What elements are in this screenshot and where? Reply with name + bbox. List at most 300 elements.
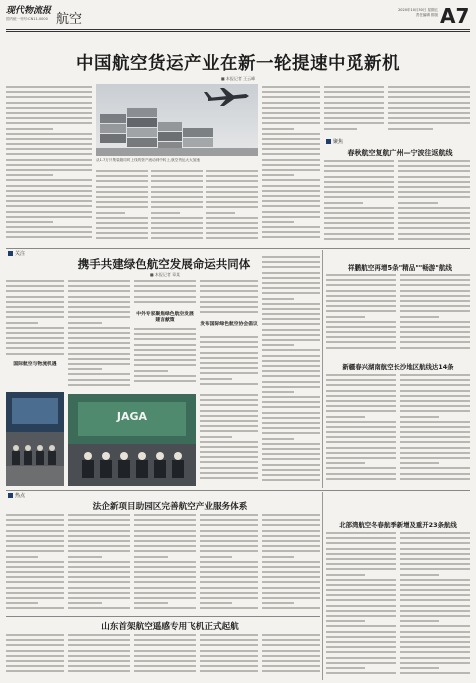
text-line (68, 322, 102, 324)
text-line (6, 535, 64, 537)
text-line (262, 458, 320, 460)
text-line (400, 558, 470, 560)
text-line (326, 447, 396, 449)
text-line (326, 563, 396, 565)
text-line (400, 672, 470, 674)
text-line (134, 364, 196, 366)
text-line (262, 236, 320, 238)
text-line (262, 169, 320, 171)
text-line (200, 540, 258, 542)
text-line (134, 301, 196, 303)
text-line (206, 222, 258, 224)
text-line (68, 597, 130, 599)
issue-date (398, 8, 438, 18)
text-line (262, 323, 320, 325)
text-line (324, 207, 394, 209)
text-line (324, 217, 394, 219)
text-line (68, 332, 130, 334)
text-line (326, 568, 396, 570)
text-line (262, 535, 320, 537)
text-line (200, 404, 258, 406)
text-line (6, 592, 64, 594)
text-line (6, 86, 92, 88)
text-line (200, 587, 258, 589)
text-line (388, 117, 470, 119)
text-line (262, 174, 294, 176)
text-line (134, 285, 196, 287)
text-line (326, 395, 396, 397)
text-line (200, 372, 258, 374)
hunan-col1 (326, 374, 396, 486)
text-line (400, 336, 470, 338)
date-text: 2020年10月30日 星期五 (398, 8, 438, 12)
text-line (68, 660, 130, 662)
text-line (262, 143, 320, 145)
text-line (262, 112, 320, 114)
text-line (262, 179, 320, 181)
text-line (262, 365, 320, 367)
green-col4-tail (200, 394, 258, 486)
text-line (134, 540, 196, 542)
text-line (6, 316, 64, 318)
text-line (388, 122, 470, 124)
text-line (326, 651, 396, 653)
text-line (68, 347, 130, 349)
text-line (262, 287, 320, 289)
text-line (398, 227, 470, 229)
text-line (324, 181, 394, 183)
text-line (206, 237, 258, 239)
text-line (151, 206, 203, 208)
text-line (134, 545, 196, 547)
text-line (262, 597, 320, 599)
text-line (6, 195, 92, 197)
section-divider-2 (6, 490, 470, 491)
text-line (400, 462, 439, 464)
text-line (134, 561, 196, 563)
text-line (151, 232, 203, 234)
text-line (6, 296, 64, 298)
text-line (326, 436, 396, 438)
text-line (398, 165, 470, 167)
text-line (326, 416, 365, 418)
text-line (326, 662, 396, 664)
text-line (134, 587, 196, 589)
tag-redian-label: 热点 (15, 493, 26, 499)
text-line (134, 597, 196, 599)
text-line (262, 221, 294, 223)
story-spring-airlines-headline: 春秋航空复航广州—宁波往返航线 (347, 149, 453, 157)
text-line (388, 91, 470, 93)
text-line (6, 571, 64, 573)
text-line (68, 316, 130, 318)
text-line (326, 321, 396, 323)
text-line (262, 318, 320, 320)
text-line (324, 227, 394, 229)
text-line (96, 196, 148, 198)
text-line (324, 233, 394, 235)
text-line (6, 112, 92, 114)
text-line (200, 441, 258, 443)
shandong-col4 (200, 634, 258, 680)
text-line (6, 153, 92, 155)
text-line (200, 362, 258, 364)
paper-name: 现代物流报 (6, 6, 52, 16)
main-story-col7 (388, 86, 470, 136)
masthead-rule (6, 29, 470, 30)
text-line (206, 232, 258, 234)
text-line (326, 641, 396, 643)
text-line (262, 266, 320, 268)
text-line (262, 391, 294, 393)
text-line (6, 650, 64, 652)
text-line (262, 514, 320, 516)
text-line (6, 143, 92, 145)
french-col5 (262, 514, 320, 614)
text-line (262, 412, 320, 414)
text-line (262, 282, 320, 284)
text-line (68, 644, 130, 646)
text-line (262, 200, 320, 202)
text-line (68, 379, 130, 381)
text-line (262, 370, 320, 372)
text-line (400, 431, 470, 433)
text-line (68, 602, 102, 604)
text-line (400, 651, 470, 653)
text-line (262, 422, 320, 424)
text-line (400, 305, 470, 307)
text-line (400, 300, 470, 302)
text-line (400, 279, 470, 281)
text-line (6, 561, 64, 563)
hunan-col2 (400, 374, 470, 486)
text-line (200, 456, 258, 458)
text-line (6, 327, 64, 329)
text-line (200, 290, 258, 292)
text-line (326, 467, 396, 469)
text-line (326, 405, 396, 407)
text-line (324, 222, 394, 224)
text-line (200, 285, 258, 287)
text-line (262, 86, 320, 88)
conference-photo-1 (6, 392, 64, 486)
text-line (134, 550, 196, 552)
text-line (68, 639, 130, 641)
text-line (134, 375, 196, 377)
text-line (262, 519, 320, 521)
text-line (68, 587, 130, 589)
text-line (324, 196, 394, 198)
text-line (68, 665, 130, 667)
text-line (400, 542, 470, 544)
text-line (400, 610, 470, 612)
text-line (96, 217, 148, 219)
text-line (262, 417, 320, 419)
text-line (326, 431, 396, 433)
story-luckyair-headline: 祥鹏航空再增5条"精品""畅游"航线 (347, 264, 453, 272)
text-line (200, 311, 258, 313)
text-line (398, 160, 470, 162)
text-line (200, 425, 258, 427)
beibugulf-col1 (326, 532, 396, 680)
text-line (400, 457, 470, 459)
text-line (398, 191, 470, 193)
text-line (326, 331, 396, 333)
text-line (6, 138, 92, 140)
text-line (6, 644, 64, 646)
text-line (262, 602, 294, 604)
text-line (262, 313, 320, 315)
text-line (200, 607, 258, 609)
text-line (262, 607, 320, 609)
text-line (400, 574, 439, 576)
text-line (262, 349, 320, 351)
text-line (134, 566, 196, 568)
text-line (326, 379, 396, 381)
text-line (206, 206, 258, 208)
text-line (324, 191, 394, 193)
text-line (262, 530, 320, 532)
text-line (151, 191, 203, 193)
text-line (6, 91, 92, 93)
text-line (262, 226, 320, 228)
text-line (324, 91, 384, 93)
text-line (326, 574, 365, 576)
text-line (68, 306, 130, 308)
text-line (262, 660, 320, 662)
text-line (324, 170, 394, 172)
text-line (400, 341, 470, 343)
green-col1-top (6, 280, 64, 360)
text-line (134, 514, 196, 516)
text-line (262, 655, 320, 657)
text-line (200, 346, 258, 348)
text-line (324, 122, 384, 124)
text-line (262, 334, 320, 336)
text-line (200, 634, 258, 636)
text-line (134, 380, 196, 382)
text-line (68, 373, 130, 375)
text-line (262, 396, 320, 398)
text-line (200, 602, 232, 604)
text-line (400, 441, 470, 443)
section-name: 航空 (56, 12, 83, 27)
text-line (262, 427, 320, 429)
text-line (400, 620, 439, 622)
text-line (326, 384, 396, 386)
main-story-col1 (6, 86, 92, 244)
text-line (68, 545, 130, 547)
text-line (262, 329, 320, 331)
text-line (400, 379, 470, 381)
text-line (262, 581, 320, 583)
text-line (262, 96, 320, 98)
text-line (398, 217, 470, 219)
text-line (324, 186, 394, 188)
text-line (200, 665, 258, 667)
text-line (6, 587, 64, 589)
column-divider-2 (322, 492, 323, 680)
text-line (400, 473, 470, 475)
text-line (398, 238, 470, 240)
text-line (206, 227, 258, 229)
text-line (326, 457, 396, 459)
text-line (6, 290, 64, 292)
main-byline: ■ 本报记者 王云峰 (220, 76, 256, 81)
text-line (134, 650, 196, 652)
text-line (6, 607, 64, 609)
text-line (326, 421, 396, 423)
text-line (6, 169, 92, 171)
text-line (400, 548, 470, 550)
text-line (200, 446, 258, 448)
text-line (6, 190, 92, 192)
french-col2 (68, 514, 130, 614)
green-subhead-4: 发布国际绿色航空协会倡议 (200, 322, 258, 327)
text-line (68, 363, 130, 365)
text-line (68, 353, 130, 355)
text-line (6, 670, 64, 672)
text-line (68, 280, 130, 282)
green-story-headline: 携手共建绿色航空发展命运共同体 (77, 257, 251, 271)
text-line (6, 655, 64, 657)
column-divider (322, 250, 323, 488)
text-line (68, 581, 130, 583)
text-line (96, 186, 148, 188)
text-line (200, 461, 258, 463)
text-line (326, 410, 396, 412)
text-line (400, 447, 470, 449)
text-line (262, 185, 320, 187)
text-line (324, 238, 394, 240)
main-story-col5 (262, 86, 320, 244)
text-line (324, 176, 394, 178)
text-line (200, 467, 258, 469)
text-line (200, 571, 258, 573)
text-line (134, 602, 168, 604)
text-line (134, 644, 196, 646)
text-line (6, 185, 92, 187)
text-line (400, 579, 470, 581)
conference-banner-text: JAGA (116, 410, 148, 423)
text-line (326, 305, 396, 307)
text-line (326, 290, 396, 292)
text-line (68, 561, 130, 563)
text-line (262, 128, 294, 130)
text-line (134, 296, 196, 298)
text-line (400, 416, 439, 418)
text-line (324, 112, 384, 114)
text-line (326, 316, 365, 318)
text-line (400, 326, 470, 328)
green-col4-bottom (200, 336, 258, 390)
text-line (262, 566, 320, 568)
tag-square-icon (326, 139, 331, 144)
text-line (326, 579, 396, 581)
text-line (6, 540, 64, 542)
tag-square-icon (8, 251, 13, 256)
text-line (134, 344, 196, 346)
text-line (151, 222, 203, 224)
text-line (200, 399, 258, 401)
text-line (6, 342, 64, 344)
luckyair-col1 (326, 274, 396, 354)
text-line (6, 306, 64, 308)
text-line (400, 599, 470, 601)
text-line (326, 284, 396, 286)
text-line (6, 216, 92, 218)
text-line (6, 332, 64, 334)
text-line (134, 349, 196, 351)
text-line (134, 581, 196, 583)
text-line (326, 462, 365, 464)
text-line (262, 138, 320, 140)
text-line (262, 256, 320, 258)
story-french-headline: 法企新项目助园区完善航空产业服务体系 (92, 502, 248, 512)
text-line (400, 310, 470, 312)
text-line (262, 355, 320, 357)
text-line (326, 400, 396, 402)
text-line (68, 337, 130, 339)
text-line (96, 170, 148, 172)
text-line (200, 336, 258, 338)
text-line (262, 432, 320, 434)
text-line (6, 122, 92, 124)
text-line (68, 566, 130, 568)
text-line (200, 530, 258, 532)
text-line (6, 576, 64, 578)
text-line (6, 322, 38, 324)
text-line (206, 217, 258, 219)
text-line (326, 537, 396, 539)
text-line (262, 298, 294, 300)
text-line (400, 390, 470, 392)
text-line (400, 615, 470, 617)
text-line (200, 306, 258, 308)
text-line (326, 594, 396, 596)
text-line (6, 519, 64, 521)
main-story-col4 (206, 170, 258, 244)
text-line (6, 280, 64, 282)
text-line (262, 386, 320, 388)
text-line (96, 180, 148, 182)
green-col4-top (200, 280, 258, 320)
text-line (206, 170, 258, 172)
text-line (262, 443, 320, 445)
text-line (134, 660, 196, 662)
text-line (6, 102, 92, 104)
text-line (324, 86, 384, 88)
text-line (326, 295, 396, 297)
conference-photo-2 (68, 394, 196, 486)
text-line (6, 164, 92, 166)
main-headline: 中国航空货运产业在新一轮提速中觅新机 (76, 54, 400, 74)
french-col4 (200, 514, 258, 614)
text-line (262, 448, 320, 450)
text-line (262, 91, 320, 93)
text-line (200, 430, 258, 432)
text-line (326, 548, 396, 550)
text-line (151, 237, 203, 239)
text-line (326, 599, 396, 601)
text-line (398, 202, 438, 204)
text-line (326, 326, 396, 328)
text-line (134, 280, 196, 282)
text-line (68, 296, 130, 298)
text-line (262, 292, 320, 294)
text-line (200, 655, 258, 657)
text-line (200, 561, 258, 563)
